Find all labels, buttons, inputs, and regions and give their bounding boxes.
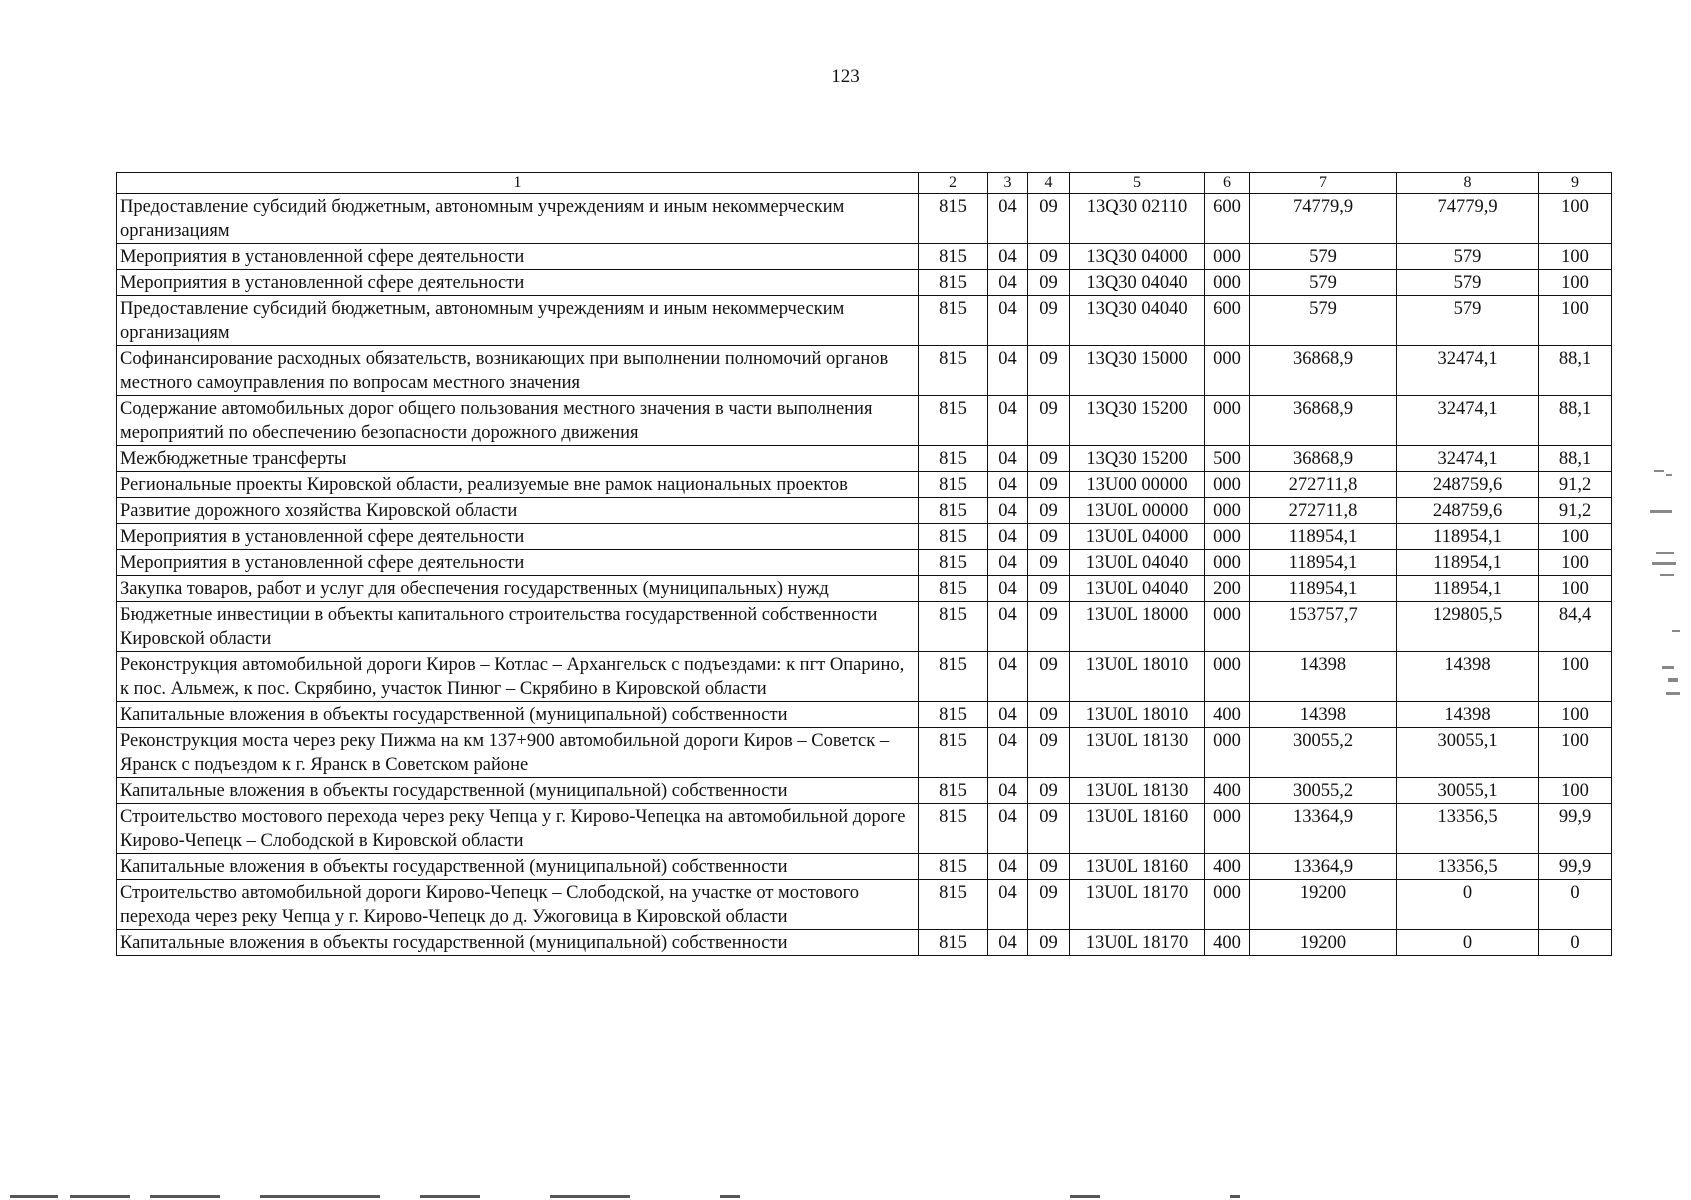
- row-name-cell: Мероприятия в установленной сфере деятельности: [117, 550, 919, 576]
- section-code-cell: 04: [988, 446, 1028, 472]
- column-header: 1: [117, 173, 919, 194]
- expense-type-cell: 000: [1205, 804, 1250, 854]
- target-article-cell: 13U0L 18160: [1070, 804, 1205, 854]
- execution-percent-cell: 100: [1539, 524, 1612, 550]
- execution-percent-cell: 91,2: [1539, 498, 1612, 524]
- subsection-code-cell: 09: [1028, 446, 1070, 472]
- target-article-cell: 13U0L 18130: [1070, 778, 1205, 804]
- target-article-cell: 13U0L 18000: [1070, 602, 1205, 652]
- ministry-code-cell: 815: [919, 880, 988, 930]
- subsection-code-cell: 09: [1028, 396, 1070, 446]
- table-row: [117, 194, 1612, 244]
- row-name-cell: Софинансирование расходных обязательств, возникающих при выполнении полномочий органов местного самоуправления по вопросам местного значения: [117, 346, 919, 396]
- target-article-cell: 13Q30 04000: [1070, 244, 1205, 270]
- table-row: [117, 602, 1612, 652]
- page-number: 123: [831, 66, 860, 87]
- section-code-cell: 04: [988, 880, 1028, 930]
- actual-amount-cell: 118954,1: [1397, 550, 1539, 576]
- target-article-cell: 13U0L 04040: [1070, 550, 1205, 576]
- target-article-cell: 13U0L 04040: [1070, 576, 1205, 602]
- actual-amount-cell: 13356,5: [1397, 854, 1539, 880]
- actual-amount-cell: 248759,6: [1397, 472, 1539, 498]
- ministry-code-cell: 815: [919, 270, 988, 296]
- execution-percent-cell: 100: [1539, 728, 1612, 778]
- actual-amount-cell: 32474,1: [1397, 396, 1539, 446]
- planned-amount-cell: 118954,1: [1250, 576, 1397, 602]
- target-article-cell: 13Q30 15000: [1070, 346, 1205, 396]
- scan-bottom-edge: [0, 1195, 1691, 1200]
- row-name-cell: Предоставление субсидий бюджетным, автономным учреждениям и иным некоммерческим организациям: [117, 194, 919, 244]
- section-code-cell: 04: [988, 396, 1028, 446]
- table-row: [117, 472, 1612, 498]
- subsection-code-cell: 09: [1028, 702, 1070, 728]
- table-row: [117, 576, 1612, 602]
- subsection-code-cell: 09: [1028, 576, 1070, 602]
- planned-amount-cell: 153757,7: [1250, 602, 1397, 652]
- row-name-cell: Капитальные вложения в объекты государственной (муниципальной) собственности: [117, 702, 919, 728]
- planned-amount-cell: 30055,2: [1250, 778, 1397, 804]
- planned-amount-cell: 36868,9: [1250, 346, 1397, 396]
- execution-percent-cell: 88,1: [1539, 346, 1612, 396]
- target-article-cell: 13Q30 15200: [1070, 396, 1205, 446]
- target-article-cell: 13U0L 04000: [1070, 524, 1205, 550]
- subsection-code-cell: 09: [1028, 854, 1070, 880]
- table-row: [117, 396, 1612, 446]
- planned-amount-cell: 272711,8: [1250, 472, 1397, 498]
- expense-type-cell: 500: [1205, 446, 1250, 472]
- subsection-code-cell: 09: [1028, 296, 1070, 346]
- row-name-cell: Строительство автомобильной дороги Кирово-Чепецк – Слободской, на участке от мостового перехода через реку Чепца у г. Кирово-Чепецк до д. Ужоговица в Кировской области: [117, 880, 919, 930]
- table-row: [117, 880, 1612, 930]
- section-code-cell: 04: [988, 804, 1028, 854]
- ministry-code-cell: 815: [919, 396, 988, 446]
- ministry-code-cell: 815: [919, 728, 988, 778]
- planned-amount-cell: 579: [1250, 270, 1397, 296]
- planned-amount-cell: 13364,9: [1250, 804, 1397, 854]
- actual-amount-cell: 118954,1: [1397, 576, 1539, 602]
- target-article-cell: 13U0L 18170: [1070, 880, 1205, 930]
- table-row: [117, 244, 1612, 270]
- actual-amount-cell: 30055,1: [1397, 728, 1539, 778]
- expense-type-cell: 000: [1205, 602, 1250, 652]
- target-article-cell: 13U0L 18010: [1070, 702, 1205, 728]
- actual-amount-cell: 32474,1: [1397, 346, 1539, 396]
- planned-amount-cell: 19200: [1250, 930, 1397, 956]
- ministry-code-cell: 815: [919, 602, 988, 652]
- execution-percent-cell: 100: [1539, 296, 1612, 346]
- ministry-code-cell: 815: [919, 498, 988, 524]
- execution-percent-cell: 84,4: [1539, 602, 1612, 652]
- subsection-code-cell: 09: [1028, 498, 1070, 524]
- execution-percent-cell: 100: [1539, 270, 1612, 296]
- section-code-cell: 04: [988, 270, 1028, 296]
- actual-amount-cell: 74779,9: [1397, 194, 1539, 244]
- column-number-row: [117, 173, 1612, 194]
- row-name-cell: Капитальные вложения в объекты государственной (муниципальной) собственности: [117, 778, 919, 804]
- ministry-code-cell: 815: [919, 804, 988, 854]
- column-header: 7: [1250, 173, 1397, 194]
- expense-type-cell: 000: [1205, 652, 1250, 702]
- table-row: [117, 446, 1612, 472]
- target-article-cell: 13U0L 00000: [1070, 498, 1205, 524]
- actual-amount-cell: 14398: [1397, 652, 1539, 702]
- table-row: [117, 728, 1612, 778]
- table-row: [117, 778, 1612, 804]
- target-article-cell: 13Q30 02110: [1070, 194, 1205, 244]
- execution-percent-cell: 91,2: [1539, 472, 1612, 498]
- planned-amount-cell: 36868,9: [1250, 446, 1397, 472]
- planned-amount-cell: 579: [1250, 244, 1397, 270]
- column-header: 2: [919, 173, 988, 194]
- target-article-cell: 13U0L 18130: [1070, 728, 1205, 778]
- table-row: [117, 854, 1612, 880]
- expense-type-cell: 000: [1205, 524, 1250, 550]
- row-name-cell: Предоставление субсидий бюджетным, автономным учреждениям и иным некоммерческим организациям: [117, 296, 919, 346]
- actual-amount-cell: 0: [1397, 930, 1539, 956]
- budget-execution-table: [116, 172, 1612, 956]
- table-header: [117, 173, 1612, 194]
- table-row: [117, 270, 1612, 296]
- table-row: [117, 296, 1612, 346]
- row-name-cell: Мероприятия в установленной сфере деятельности: [117, 270, 919, 296]
- section-code-cell: 04: [988, 472, 1028, 498]
- subsection-code-cell: 09: [1028, 270, 1070, 296]
- expense-type-cell: 000: [1205, 396, 1250, 446]
- section-code-cell: 04: [988, 550, 1028, 576]
- expense-type-cell: 400: [1205, 702, 1250, 728]
- expense-type-cell: 600: [1205, 194, 1250, 244]
- row-name-cell: Реконструкция автомобильной дороги Киров – Котлас – Архангельск с подъездами: к пгт Опарино, к пос. Альмеж, к пос. Скрябино, участок Пинюг – Скрябино в Кировской области: [117, 652, 919, 702]
- row-name-cell: Мероприятия в установленной сфере деятельности: [117, 244, 919, 270]
- subsection-code-cell: 09: [1028, 930, 1070, 956]
- planned-amount-cell: 30055,2: [1250, 728, 1397, 778]
- row-name-cell: Бюджетные инвестиции в объекты капитального строительства государственной собственности Кировской области: [117, 602, 919, 652]
- subsection-code-cell: 09: [1028, 194, 1070, 244]
- subsection-code-cell: 09: [1028, 244, 1070, 270]
- planned-amount-cell: 74779,9: [1250, 194, 1397, 244]
- table-row: [117, 652, 1612, 702]
- subsection-code-cell: 09: [1028, 346, 1070, 396]
- expense-type-cell: 400: [1205, 930, 1250, 956]
- section-code-cell: 04: [988, 244, 1028, 270]
- expense-type-cell: 000: [1205, 728, 1250, 778]
- section-code-cell: 04: [988, 652, 1028, 702]
- column-header: 3: [988, 173, 1028, 194]
- expense-type-cell: 000: [1205, 346, 1250, 396]
- ministry-code-cell: 815: [919, 652, 988, 702]
- column-header: 9: [1539, 173, 1612, 194]
- subsection-code-cell: 09: [1028, 550, 1070, 576]
- ministry-code-cell: 815: [919, 346, 988, 396]
- planned-amount-cell: 272711,8: [1250, 498, 1397, 524]
- execution-percent-cell: 0: [1539, 930, 1612, 956]
- actual-amount-cell: 248759,6: [1397, 498, 1539, 524]
- target-article-cell: 13Q30 15200: [1070, 446, 1205, 472]
- table-row: [117, 346, 1612, 396]
- target-article-cell: 13U00 00000: [1070, 472, 1205, 498]
- execution-percent-cell: 99,9: [1539, 854, 1612, 880]
- actual-amount-cell: 30055,1: [1397, 778, 1539, 804]
- column-header: 6: [1205, 173, 1250, 194]
- target-article-cell: 13U0L 18170: [1070, 930, 1205, 956]
- execution-percent-cell: 88,1: [1539, 446, 1612, 472]
- expense-type-cell: 600: [1205, 296, 1250, 346]
- ministry-code-cell: 815: [919, 194, 988, 244]
- ministry-code-cell: 815: [919, 296, 988, 346]
- execution-percent-cell: 0: [1539, 880, 1612, 930]
- section-code-cell: 04: [988, 602, 1028, 652]
- row-name-cell: Межбюджетные трансферты: [117, 446, 919, 472]
- expense-type-cell: 200: [1205, 576, 1250, 602]
- row-name-cell: Закупка товаров, работ и услуг для обеспечения государственных (муниципальных) нужд: [117, 576, 919, 602]
- target-article-cell: 13U0L 18160: [1070, 854, 1205, 880]
- row-name-cell: Мероприятия в установленной сфере деятельности: [117, 524, 919, 550]
- column-header: 4: [1028, 173, 1070, 194]
- expense-type-cell: 000: [1205, 270, 1250, 296]
- subsection-code-cell: 09: [1028, 602, 1070, 652]
- ministry-code-cell: 815: [919, 472, 988, 498]
- row-name-cell: Капитальные вложения в объекты государственной (муниципальной) собственности: [117, 930, 919, 956]
- ministry-code-cell: 815: [919, 550, 988, 576]
- execution-percent-cell: 100: [1539, 702, 1612, 728]
- subsection-code-cell: 09: [1028, 804, 1070, 854]
- table-row: [117, 550, 1612, 576]
- ministry-code-cell: 815: [919, 702, 988, 728]
- column-header: 5: [1070, 173, 1205, 194]
- subsection-code-cell: 09: [1028, 652, 1070, 702]
- actual-amount-cell: 118954,1: [1397, 524, 1539, 550]
- execution-percent-cell: 100: [1539, 778, 1612, 804]
- row-name-cell: Капитальные вложения в объекты государственной (муниципальной) собственности: [117, 854, 919, 880]
- expense-type-cell: 000: [1205, 244, 1250, 270]
- section-code-cell: 04: [988, 728, 1028, 778]
- table-row: [117, 702, 1612, 728]
- planned-amount-cell: 14398: [1250, 652, 1397, 702]
- execution-percent-cell: 100: [1539, 194, 1612, 244]
- table-row: [117, 498, 1612, 524]
- row-name-cell: Реконструкция моста через реку Пижма на км 137+900 автомобильной дороги Киров – Советск – Яранск с подъездом к г. Яранск в Советском районе: [117, 728, 919, 778]
- actual-amount-cell: 0: [1397, 880, 1539, 930]
- planned-amount-cell: 19200: [1250, 880, 1397, 930]
- section-code-cell: 04: [988, 524, 1028, 550]
- expense-type-cell: 000: [1205, 550, 1250, 576]
- ministry-code-cell: 815: [919, 854, 988, 880]
- row-name-cell: Содержание автомобильных дорог общего пользования местного значения в части выполнения мероприятий по обеспечению безопасности дорожного движения: [117, 396, 919, 446]
- row-name-cell: Региональные проекты Кировской области, реализуемые вне рамок национальных проектов: [117, 472, 919, 498]
- ministry-code-cell: 815: [919, 576, 988, 602]
- scan-artifacts: [1648, 470, 1684, 730]
- section-code-cell: 04: [988, 346, 1028, 396]
- execution-percent-cell: 100: [1539, 652, 1612, 702]
- execution-percent-cell: 100: [1539, 244, 1612, 270]
- actual-amount-cell: 579: [1397, 244, 1539, 270]
- ministry-code-cell: 815: [919, 524, 988, 550]
- execution-percent-cell: 99,9: [1539, 804, 1612, 854]
- table-body: [117, 194, 1612, 956]
- expense-type-cell: 400: [1205, 854, 1250, 880]
- actual-amount-cell: 579: [1397, 270, 1539, 296]
- target-article-cell: 13Q30 04040: [1070, 270, 1205, 296]
- execution-percent-cell: 88,1: [1539, 396, 1612, 446]
- planned-amount-cell: 14398: [1250, 702, 1397, 728]
- section-code-cell: 04: [988, 854, 1028, 880]
- column-header: 8: [1397, 173, 1539, 194]
- expense-type-cell: 000: [1205, 880, 1250, 930]
- ministry-code-cell: 815: [919, 778, 988, 804]
- planned-amount-cell: 36868,9: [1250, 396, 1397, 446]
- planned-amount-cell: 579: [1250, 296, 1397, 346]
- row-name-cell: Строительство мостового перехода через реку Чепца у г. Кирово-Чепецка на автомобильной дороге Кирово-Чепецк – Слободской в Кировской области: [117, 804, 919, 854]
- target-article-cell: 13U0L 18010: [1070, 652, 1205, 702]
- section-code-cell: 04: [988, 194, 1028, 244]
- section-code-cell: 04: [988, 498, 1028, 524]
- table-row: [117, 804, 1612, 854]
- actual-amount-cell: 32474,1: [1397, 446, 1539, 472]
- execution-percent-cell: 100: [1539, 576, 1612, 602]
- expense-type-cell: 400: [1205, 778, 1250, 804]
- subsection-code-cell: 09: [1028, 778, 1070, 804]
- subsection-code-cell: 09: [1028, 524, 1070, 550]
- actual-amount-cell: 13356,5: [1397, 804, 1539, 854]
- section-code-cell: 04: [988, 930, 1028, 956]
- section-code-cell: 04: [988, 296, 1028, 346]
- section-code-cell: 04: [988, 702, 1028, 728]
- ministry-code-cell: 815: [919, 244, 988, 270]
- execution-percent-cell: 100: [1539, 550, 1612, 576]
- ministry-code-cell: 815: [919, 446, 988, 472]
- section-code-cell: 04: [988, 778, 1028, 804]
- ministry-code-cell: 815: [919, 930, 988, 956]
- planned-amount-cell: 118954,1: [1250, 524, 1397, 550]
- table-row: [117, 524, 1612, 550]
- subsection-code-cell: 09: [1028, 472, 1070, 498]
- row-name-cell: Развитие дорожного хозяйства Кировской области: [117, 498, 919, 524]
- expense-type-cell: 000: [1205, 472, 1250, 498]
- planned-amount-cell: 118954,1: [1250, 550, 1397, 576]
- actual-amount-cell: 129805,5: [1397, 602, 1539, 652]
- actual-amount-cell: 579: [1397, 296, 1539, 346]
- actual-amount-cell: 14398: [1397, 702, 1539, 728]
- planned-amount-cell: 13364,9: [1250, 854, 1397, 880]
- subsection-code-cell: 09: [1028, 728, 1070, 778]
- table-row: [117, 930, 1612, 956]
- subsection-code-cell: 09: [1028, 880, 1070, 930]
- expense-type-cell: 000: [1205, 498, 1250, 524]
- section-code-cell: 04: [988, 576, 1028, 602]
- target-article-cell: 13Q30 04040: [1070, 296, 1205, 346]
